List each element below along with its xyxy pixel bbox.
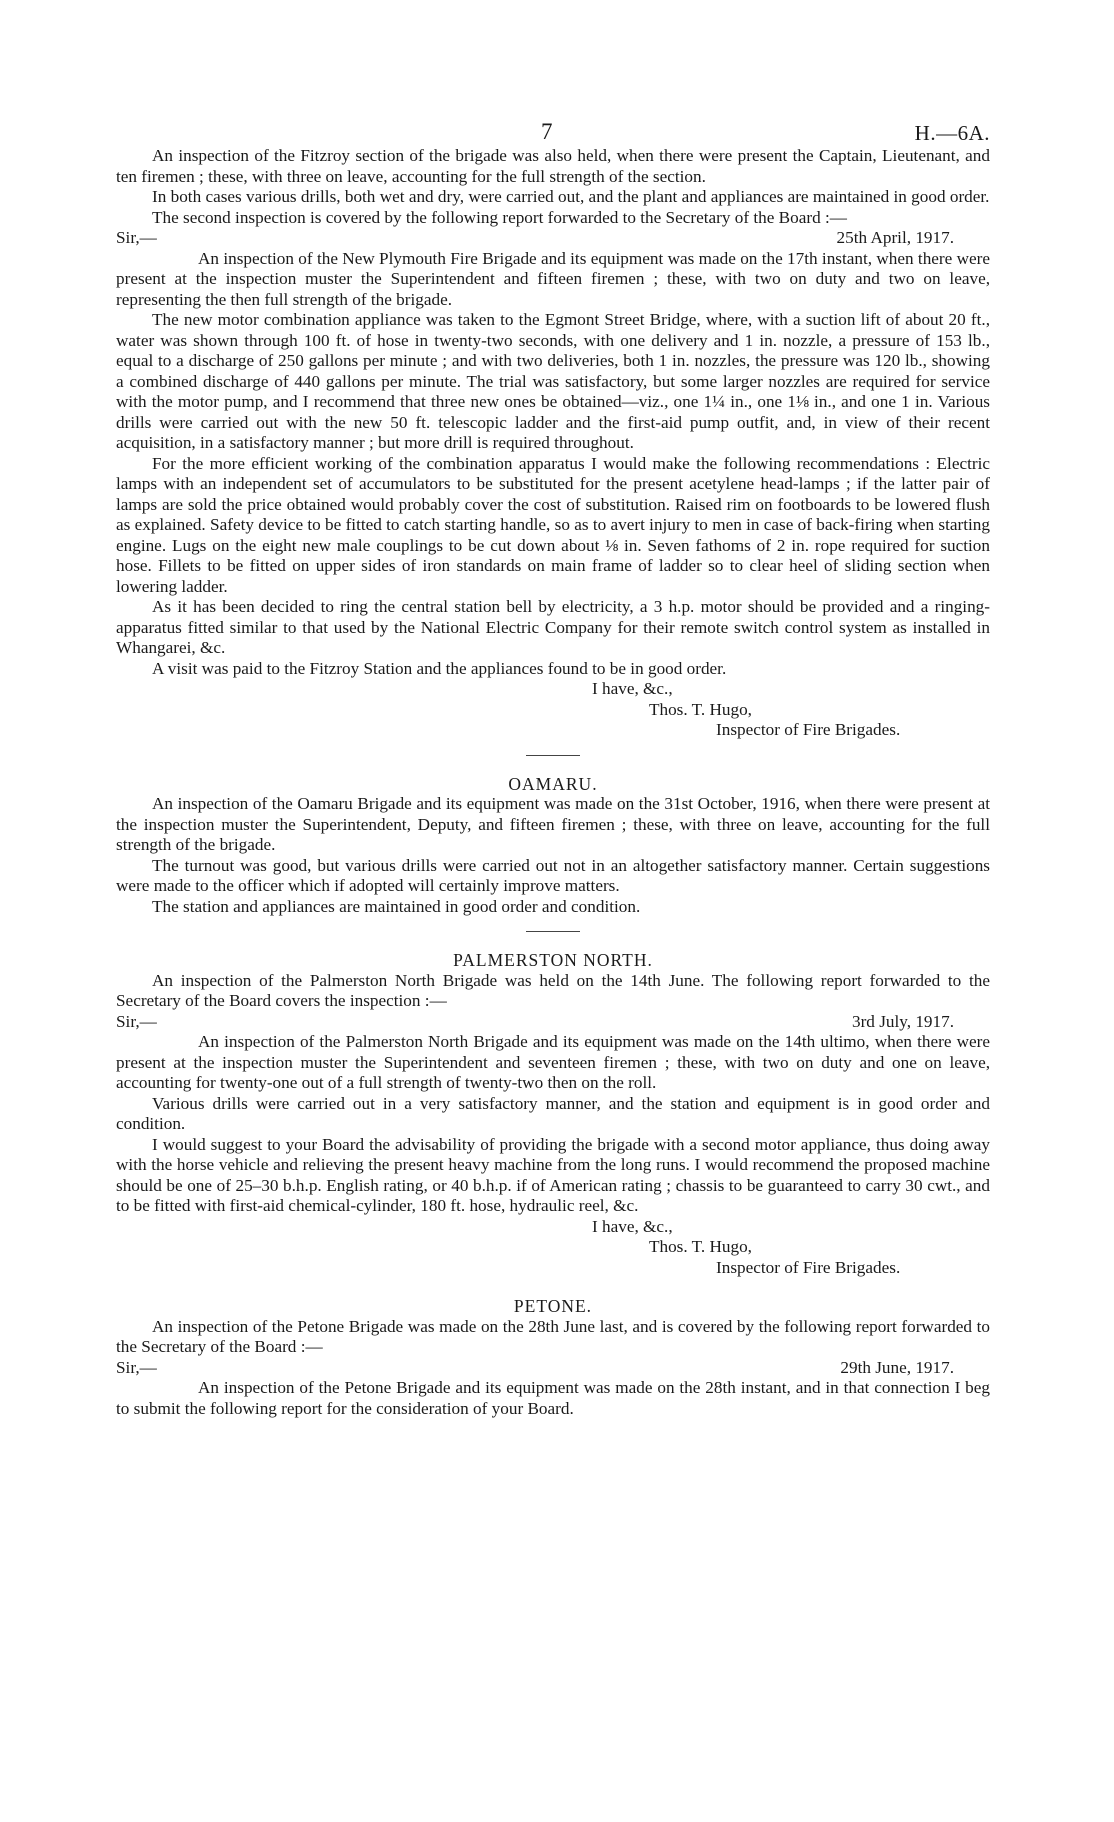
section-heading-oamaru: OAMARU. xyxy=(508,773,598,794)
page-header xyxy=(116,0,990,146)
paragraph: In both cases various drills, both wet and dry, were carried out, and the plant and appliances are maintained in good order. xyxy=(152,187,990,206)
signature-closing: I have, &c., xyxy=(592,679,673,698)
paragraph: An inspection of the Petone Brigade was made on the 28th June last, and is covered by the following report forwarded to the Secretary of the Board :— xyxy=(116,1316,990,1356)
document-body xyxy=(116,146,990,1419)
salutation: Sir,— xyxy=(116,1357,157,1377)
section-divider xyxy=(526,931,580,932)
document-page xyxy=(116,0,990,1419)
page-number: 7 xyxy=(541,119,553,144)
letter-paragraph: Various drills were carried out in a very satisfactory manner, and the station and equipment is in good order and condition. xyxy=(116,1093,990,1133)
section-divider xyxy=(526,755,580,756)
salutation: Sir,— xyxy=(116,228,157,247)
letter-salutation-line xyxy=(116,1012,990,1033)
section-heading-petone: PETONE. xyxy=(513,1296,593,1316)
signature-closing: I have, &c., xyxy=(592,1216,673,1236)
letter-paragraph: An inspection of the New Plymouth Fire Brigade and its equipment was made on the 17th instant, when there were present at the inspection muster the Superintendent and fifteen firemen ; these, with two on duty and two on leave, representing the then full strength of the brigade. xyxy=(116,248,990,309)
letter-paragraph: A visit was paid to the Fitzroy Station and the appliances found to be in good order. xyxy=(152,658,727,678)
paragraph: An inspection of the Fitzroy section of the brigade was also held, when there were present the Captain, Lieutenant, and ten firemen ; these, with three on leave, accounting for the full strength of the section. xyxy=(116,146,990,186)
letter-paragraph: As it has been decided to ring the central station bell by electricity, a 3 h.p. motor should be provided and a ringing-apparatus fitted similar to that used by the National Electric Company for their remote switch control system as installed in Whangarei, &c. xyxy=(116,597,990,657)
signature-title: Inspector of Fire Brigades. xyxy=(716,720,901,739)
paragraph: An inspection of the Oamaru Brigade and its equipment was made on the 31st October, 1916, when there were present at the inspection muster the Superintendent, Deputy, and fifteen firemen ; these, with three on leave, accounting for the full strength of the brigade. xyxy=(116,794,990,854)
letter-date: 25th April, 1917. xyxy=(836,228,954,247)
letter-salutation-line xyxy=(116,228,990,249)
salutation: Sir,— xyxy=(116,1011,157,1031)
letter-salutation-line xyxy=(116,1358,990,1379)
paragraph: The turnout was good, but various drills were carried out not in an altogether satisfactory manner. Certain suggestions were made to the officer which if adopted will certainly improve matters. xyxy=(116,855,990,895)
letter-paragraph: An inspection of the Petone Brigade and its equipment was made on the 28th instant, and in that connection I beg to submit the following report for the consideration of your Board. xyxy=(116,1378,990,1418)
letter-date: 29th June, 1917. xyxy=(840,1357,954,1377)
document-reference: H.—6A. xyxy=(914,121,990,145)
signature-title: Inspector of Fire Brigades. xyxy=(716,1257,901,1277)
signature-name: Thos. T. Hugo, xyxy=(649,699,752,719)
paragraph: The station and appliances are maintained in good order and condition. xyxy=(152,896,641,916)
letter-paragraph: For the more efficient working of the combination apparatus I would make the following recommendations : Electric lamps with an independent set of accumulators to be substituted for the present acetylene head-lamps ; if the latter pair of lamps are sold the price obtained would probably cover the cost of substitution. Raised rim on footboards to be lowered flush as explained. Safety device to be fitted to catch starting handle, so as to avert injury to men in case of back-firing when starting engine. Lugs on the eight new male couplings to be cut down about ⅛ in. Seven fathoms of 2 in. rope required for suction hose. Fillets to be fitted on upper sides of iron standards on main frame of ladder so to clear heel of sliding section when lowering ladder. xyxy=(116,453,990,596)
section-heading-palmerston-north: PALMERSTON NORTH. xyxy=(453,950,653,970)
letter-paragraph: An inspection of the Palmerston North Brigade and its equipment was made on the 14th ultimo, when there were present at the inspection muster the Superintendent and seventeen firemen ; these, with two on duty and one on leave, accounting for twenty-one out of a full strength of twenty-two then on the roll. xyxy=(116,1032,990,1092)
letter-paragraph: The new motor combination appliance was taken to the Egmont Street Bridge, where, with a suction lift of about 20 ft., water was shown through 100 ft. of hose in twenty-two seconds, with one delivery and 1 in. nozzle, a pressure of 153 lb., equal to a discharge of 250 gallons per minute ; and with two deliveries, both 1 in. nozzles, the pressure was 120 lb., showing a combined discharge of 440 gallons per minute. The trial was satisfactory, but some larger nozzles are required for service with the motor pump, and I recommend that three new ones be obtained—viz., one 1¼ in., one 1⅛ in., and one 1 in. Various drills were carried out with the new 50 ft. telescopic ladder and the first-aid pump outfit, and, in view of their recent acquisition, in a satisfactory manner ; but more drill is required throughout. xyxy=(116,310,990,452)
signature-name: Thos. T. Hugo, xyxy=(649,1237,752,1256)
paragraph: An inspection of the Palmerston North Brigade was held on the 14th June. The following report forwarded to the Secretary of the Board covers the inspection :— xyxy=(116,970,990,1010)
letter-paragraph: I would suggest to your Board the advisability of providing the brigade with a second motor appliance, thus doing away with the horse vehicle and relieving the present heavy machine from the long runs. I would recommend the proposed machine should be one of 25–30 b.h.p. English rating, or 40 b.h.p. if of American rating ; chassis to be guaranteed to carry 30 cwt., and to be fitted with first-aid chemical-cylinder, 180 ft. hose, hydraulic reel, &c. xyxy=(116,1134,990,1215)
letter-date: 3rd July, 1917. xyxy=(851,1011,954,1031)
paragraph: The second inspection is covered by the following report forwarded to the Secretary of the Board :— xyxy=(152,207,847,227)
